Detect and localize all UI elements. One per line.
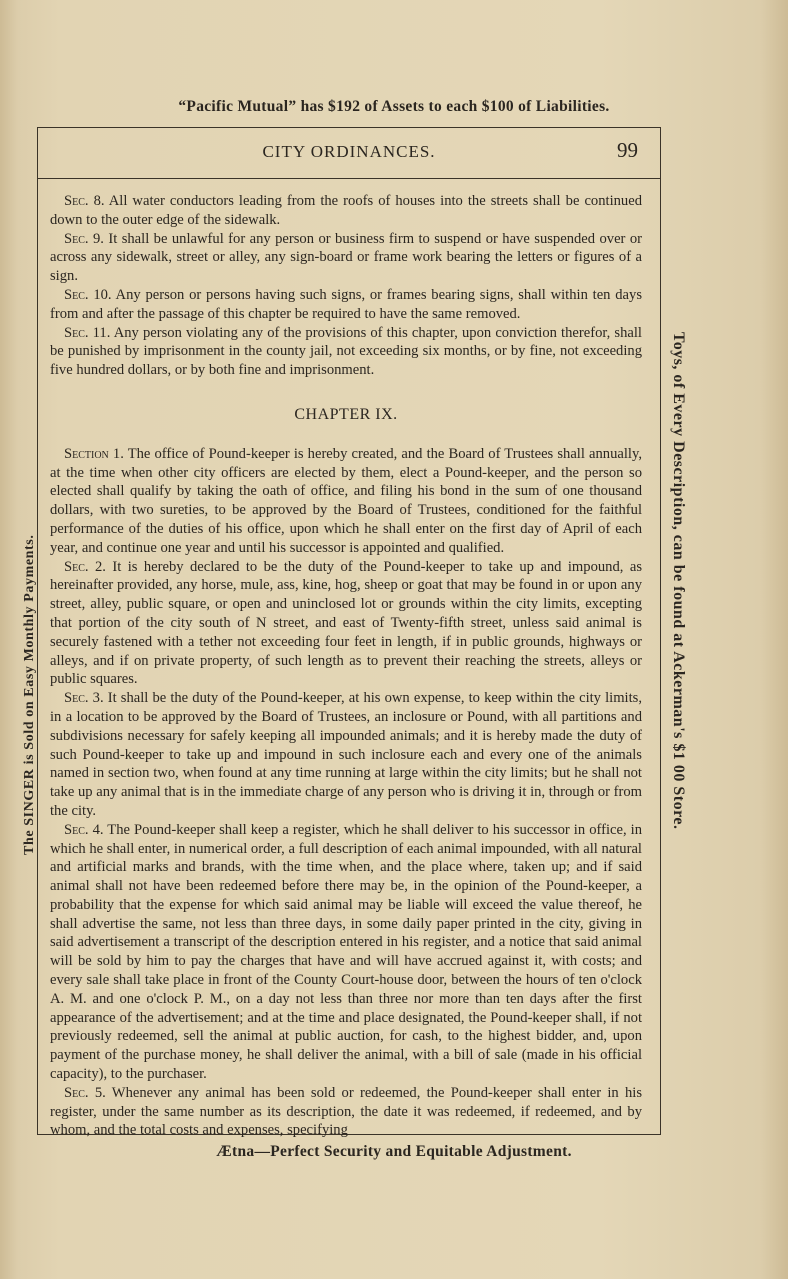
section-text: Any person or persons having such signs, or frames bearing signs, shall within ten days from and after the passage of this chapter be required to have the same removed. [50, 286, 642, 322]
ordinance-text [50, 192, 642, 1140]
section-text: Whenever any animal has been sold or redeemed, the Pound-keeper shall enter in his register, under the same number as its description, the date it was redeemed, if redeemed, and by whom, and the total costs and expenses, specifying [50, 1084, 642, 1139]
section-paragraph [50, 445, 642, 558]
section-label: Sec. 3. [64, 690, 104, 707]
right-margin-advertisement: Toys, of Every Description, can be found at Ackerman's $1 00 Store. [670, 332, 687, 830]
section-label: Section 1. [64, 445, 124, 462]
section-text: It shall be the duty of the Pound-keeper, at his own expense, to keep within the city limits, in a location to be approved by the Board of Trustees, an inclosure or Pound, with all partitions and subdivisions necessary for safely keeping all impounded animals; and it is hereby made the duty of such Pound-keeper to take up and impound in such inclosure each and every one of the animals named in section two, when found at any time running at large within the city limits; but he shall not take up any animal that is in the immediate charge of any person who is driving it in, through or from the city. [50, 690, 642, 819]
section-label: Sec. 8. [64, 193, 105, 209]
chapter-heading: CHAPTER IX. [294, 405, 398, 423]
header-rule [37, 178, 661, 179]
section-text: Any person violating any of the provisions of this chapter, upon conviction therefor, shall be punished by imprisonment in the county jail, not exceeding six months, or by fine, not exceeding five hundred dollars, or by both fine and imprisonment. [50, 324, 642, 379]
section-paragraph [50, 324, 642, 380]
top-advertisement: “Pacific Mutual” has $192 of Assets to each $100 of Liabilities. [178, 98, 610, 115]
section-label: Sec. 4. [64, 821, 104, 838]
page-number: 99 [617, 138, 638, 162]
section-paragraph [50, 230, 642, 286]
section-text: The office of Pound-keeper is hereby created, and the Board of Trustees shall annually, at the time when other city officers are elected by them, elect a Pound-keeper, and the person so elected shall qualify by taking the oath of office, and filing his bond in the sum of one thousand dollars, with two sureties, to be approved by the Board of Trustees, conditioned for the faithful performance of the duties of his office, upon which he shall enter on the first day of April of each year, and continue one year and until his successor is appointed and qualified. [50, 445, 642, 556]
section-label: Sec. 11. [64, 324, 111, 341]
section-label: Sec. 5. [64, 1084, 106, 1101]
bottom-advertisement: Ætna—Perfect Security and Equitable Adjustment. [216, 1143, 572, 1160]
left-margin-advertisement: The SINGER is Sold on Easy Monthly Payments. [22, 534, 37, 855]
section-label: Sec. 9. [64, 230, 104, 247]
section-text: It shall be unlawful for any person or business firm to suspend or have suspended over or across any sidewalk, street or alley, any sign-board or frame work bearing the letters or figures of a sign. [50, 230, 642, 285]
section-text: All water conductors leading from the roofs of houses into the streets shall be continued down to the outer edge of the sidewalk. [50, 193, 642, 228]
section-paragraph [50, 1084, 642, 1140]
section-label: Sec. 2. [64, 558, 106, 575]
section-paragraph [50, 192, 642, 230]
section-label: Sec. 10. [64, 286, 112, 303]
running-title: CITY ORDINANCES. [262, 142, 436, 161]
section-paragraph [50, 821, 642, 1084]
section-paragraph [50, 689, 642, 821]
section-text: The Pound-keeper shall keep a register, which he shall deliver to his successor in office, in which he shall enter, in numerical order, a full description of each animal impounded, with all natural and artificial marks and brands, with the time when, and the place where, taken up; and if said animal shall not have been redeemed before there may be, in the opinion of the Pound-keeper, a probability that the expense for which said animal may be liable will exceed the value thereof, he shall advertise the same, not less than three days, in some daily paper printed in the city, giving in said advertisement a transcript of the description entered in his register, and a notice that said animal will be sold by him to pay the charges that have and will have accrued against it, with costs; and every sale shall take place in front of the County Court-house door, between the hours of ten o'clock A. M. and one o'clock P. M., on a day not less than three nor more than ten days after the first appearance of the advertisement; and at the time and place designated, the Pound-keeper shall, if not previously redeemed, sell the animal at public auction, for cash, to the highest bidder, and, upon payment of the purchase money, he shall deliver the animal, with a bill of sale (made in his official capacity), to the purchaser. [50, 821, 642, 1083]
section-text: It is hereby declared to be the duty of the Pound-keeper to take up and impound, as hereinafter provided, any horse, mule, ass, kine, hog, sheep or goat that may be found in or upon any street, alley, public square, or open and uninclosed lot or grounds within the city limits, excepting that portion of the city south of N street, and east of Twenty-fifth street, unless said animal is securely fastened with a tether not exceeding four feet in length, if in public grounds, highways or alleys, and if on private property, of such length as to prevent their reaching the streets, alleys or public squares. [50, 558, 642, 688]
section-paragraph [50, 286, 642, 324]
section-paragraph [50, 558, 642, 690]
